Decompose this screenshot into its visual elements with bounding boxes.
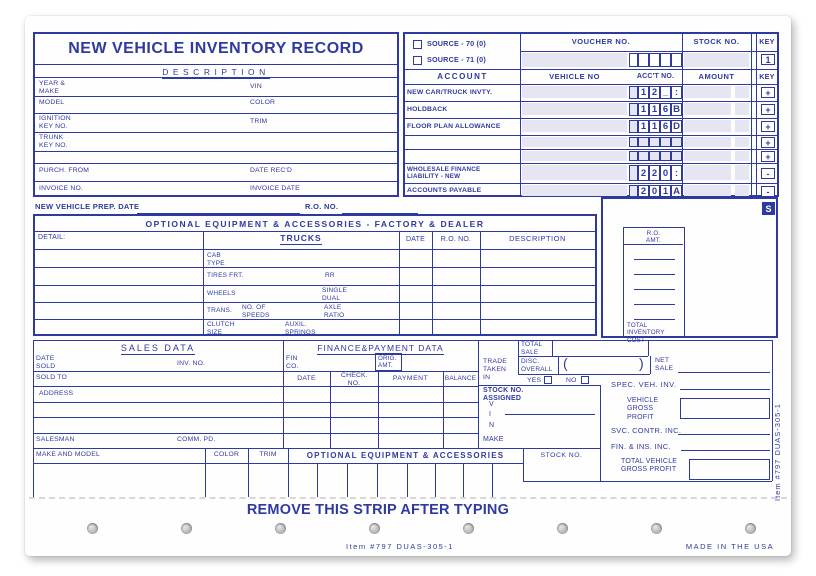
grid-line: [347, 463, 348, 497]
acct-key-box: +: [761, 151, 775, 162]
stock-no-assigned-label: STOCK NO. ASSIGNED: [483, 387, 524, 403]
grid-line: [283, 340, 284, 448]
grid-line: [35, 132, 397, 133]
side-item-label: Item #797 DUAS-305-1: [773, 403, 782, 501]
auxil-springs-label: AUXIL. SPRINGS: [285, 321, 316, 336]
grid-line: [35, 249, 595, 250]
total-sale-label: TOTAL SALE: [521, 341, 543, 356]
color-label: COLOR: [250, 99, 276, 106]
input-cell[interactable]: [735, 120, 749, 132]
vin-v-label: V: [489, 401, 494, 408]
punch-hole: [87, 523, 98, 534]
trade-stock-no-label: STOCK NO.: [540, 452, 583, 459]
orig-amt-label: ORIG. AMT.: [378, 355, 397, 370]
voucher-stock-cell[interactable]: [684, 53, 749, 67]
grid-line: [33, 463, 523, 464]
prep-date-label: NEW VEHICLE PREP. DATE: [35, 202, 140, 211]
spec-veh-inv-field[interactable]: [680, 389, 770, 390]
acct-digit-box: 1: [638, 86, 649, 99]
acct-digit-box: 0: [660, 165, 671, 181]
grid-line: [624, 244, 683, 245]
source-70-label: SOURCE - 70 (0): [427, 39, 486, 48]
address-label: ADDRESS: [39, 390, 74, 397]
acct-key-box: +: [761, 137, 775, 148]
acct-digit-box[interactable]: [629, 120, 638, 133]
account-row-label: WHOLESALE FINANCE LIABILITY - NEW: [407, 166, 481, 181]
grid-line: [35, 302, 595, 303]
input-cell[interactable]: [684, 165, 731, 180]
acct-digit-box: 1: [638, 120, 649, 133]
grid-line: [33, 371, 478, 372]
svc-contr-inc-label: SVC. CONTR. INC.: [611, 426, 682, 435]
input-cell[interactable]: [735, 86, 749, 98]
description-heading: DESCRIPTION: [162, 67, 270, 77]
grid-line: [558, 356, 559, 374]
grid-line: [35, 285, 595, 286]
acct-digit-box: :: [671, 165, 682, 181]
source-70-checkbox[interactable]: [413, 40, 422, 49]
grid-line: [405, 163, 777, 164]
grid-line: [407, 463, 408, 497]
acct-digit-box[interactable]: [671, 151, 682, 161]
grid-line: [317, 463, 318, 497]
net-sale-field[interactable]: [678, 372, 770, 373]
input-cell[interactable]: [735, 103, 749, 115]
grid-line: [405, 101, 777, 102]
acct-key-box: -: [761, 186, 775, 197]
input-cell[interactable]: [735, 137, 749, 147]
date-sold-label: DATE SOLD: [36, 355, 56, 371]
grid-line: [35, 96, 397, 97]
grid-line: [435, 463, 436, 497]
acct-digit-box: :: [671, 86, 682, 99]
trucks-header: TRUCKS: [280, 233, 322, 243]
account-col-header: ACCOUNT: [437, 72, 488, 81]
acct-digit-box[interactable]: [629, 137, 638, 147]
grid-line: [648, 340, 649, 356]
acct-digit-box[interactable]: [629, 86, 638, 99]
input-cell[interactable]: [522, 103, 627, 115]
acct-digit-box[interactable]: [629, 185, 638, 197]
date-col-header: DATE: [406, 236, 425, 243]
sales-data-header: SALES DATA: [120, 343, 196, 353]
trade-no-checkbox[interactable]: [581, 376, 589, 384]
punch-hole: [745, 523, 756, 534]
finance-payment-header: FINANCE&PAYMENT DATA: [317, 343, 444, 353]
grid-line: [33, 448, 600, 449]
acct-digit-box[interactable]: [629, 103, 638, 116]
punch-hole: [181, 523, 192, 534]
grid-line: [520, 34, 521, 195]
acct-digit-box: 2: [649, 86, 660, 99]
input-cell[interactable]: [522, 137, 627, 147]
vin-field[interactable]: [505, 414, 595, 415]
input-cell[interactable]: [684, 120, 731, 132]
detail-label: DETAIL:: [38, 234, 66, 241]
ro-amt-line[interactable]: [634, 289, 675, 290]
grid-line: [600, 385, 601, 481]
description-section: [33, 32, 399, 197]
svc-contr-inc-field[interactable]: [678, 434, 770, 435]
source-71-checkbox[interactable]: [413, 56, 422, 65]
check-no-col-header: CHECK. NO.: [341, 372, 368, 388]
voucher-key-box: 1: [761, 54, 775, 65]
grid-line: [33, 386, 478, 387]
year-make-label: YEAR & MAKE: [39, 80, 66, 96]
voucher-input-cell[interactable]: [522, 53, 627, 67]
grid-line: [35, 231, 595, 232]
grid-line: [405, 84, 777, 85]
vin-n-label: N: [489, 422, 495, 429]
spec-veh-inv-label: SPEC. VEH. INV.: [611, 380, 677, 389]
grid-line: [35, 181, 397, 182]
tires-rr-label: RR: [325, 272, 335, 279]
grid-line: [650, 356, 651, 374]
payment-col-header: PAYMENT: [392, 375, 429, 382]
total-vehicle-gross-profit-box[interactable]: [689, 459, 770, 480]
acct-digit-box[interactable]: [660, 151, 671, 161]
perforation-line: [29, 497, 787, 499]
account-row-label: HOLDBACK: [407, 106, 448, 113]
grid-line: [35, 319, 595, 320]
form-page: [25, 16, 791, 556]
model-label: MODEL: [39, 99, 65, 106]
acct-key-box: -: [761, 168, 775, 179]
grid-line: [35, 77, 397, 78]
grid-line: [520, 51, 777, 52]
comm-pd-label: COMM. PD.: [177, 436, 216, 443]
ro-amt-line[interactable]: [634, 319, 675, 320]
acct-digit-box: A: [671, 185, 682, 197]
grid-line: [518, 374, 650, 375]
acct-digit-box: 6: [660, 103, 671, 116]
punch-hole: [463, 523, 474, 534]
grid-line: [33, 433, 478, 434]
grid-line: [478, 340, 479, 448]
source-71-label: SOURCE - 71 (0): [427, 55, 486, 64]
grid-line: [35, 113, 397, 114]
acct-digit-box[interactable]: [629, 165, 638, 181]
net-sale-label: NET SALE: [655, 357, 674, 373]
acct-digit-box[interactable]: [649, 151, 660, 161]
input-cell[interactable]: [522, 185, 627, 196]
fin-ins-inc-label: FIN. & INS. INC.: [611, 442, 671, 451]
punch-hole: [557, 523, 568, 534]
ro-amt-region: [601, 197, 778, 344]
trade-yes-checkbox[interactable]: [544, 376, 552, 384]
grid-line: [35, 64, 397, 65]
total-inventory-cost-label: TOTAL INVENTORY COST: [627, 322, 665, 344]
input-cell[interactable]: [522, 120, 627, 132]
optional-equipment-table: [33, 214, 597, 336]
acct-digit-box: _: [660, 86, 671, 99]
grid-line: [33, 340, 34, 497]
opt-eq-title: OPTIONAL EQUIPMENT & ACCESSORIES - FACTORY & DEALER: [145, 219, 485, 229]
ro-amt-line[interactable]: [634, 304, 675, 305]
acct-digit-box: D: [671, 120, 682, 133]
grid-line: [35, 151, 397, 152]
input-cell[interactable]: [522, 165, 627, 180]
grid-line: [463, 463, 464, 497]
input-cell[interactable]: [522, 86, 627, 98]
fin-co-label: FIN CO.: [286, 355, 299, 371]
key-col-header: KEY: [759, 72, 775, 81]
grid-line: [35, 267, 595, 268]
grid-line: [756, 34, 757, 195]
acct-digit-box: 2: [638, 165, 649, 181]
description-col-header: DESCRIPTION: [509, 234, 566, 243]
grid-line: [478, 385, 600, 386]
grid-line: [33, 417, 478, 418]
prep-ro-no-label: R.O. NO.: [305, 202, 339, 211]
grid-line: [330, 371, 331, 448]
fin-ins-inc-field[interactable]: [681, 450, 770, 451]
input-cell[interactable]: [735, 185, 749, 196]
punch-hole: [275, 523, 286, 534]
acct-key-box: +: [761, 104, 775, 115]
ro-amt-label: R.O. AMT.: [645, 230, 662, 245]
grid-line: [751, 34, 752, 195]
input-cell[interactable]: [684, 137, 731, 147]
form-title: NEW VEHICLE INVENTORY RECORD: [68, 40, 364, 57]
account-row-label: FLOOR PLAN ALLOWANCE: [407, 123, 501, 130]
ro-amt-line[interactable]: [634, 259, 675, 260]
punch-hole: [651, 523, 662, 534]
voucher-digit-box[interactable]: [671, 53, 682, 67]
trade-make-label: MAKE: [483, 436, 504, 443]
invoice-date-label: INVOICE DATE: [250, 185, 300, 192]
ignition-key-label: IGNITION KEY NO.: [39, 115, 71, 131]
grid-line: [443, 371, 444, 448]
acct-digit-box: 0: [649, 185, 660, 197]
grid-line: [552, 340, 553, 356]
trim-label: TRIM: [250, 118, 268, 125]
vin-label: VIN: [250, 83, 262, 90]
acct-digit-box: 6: [660, 120, 671, 133]
vehicle-gross-profit-box[interactable]: [680, 398, 770, 419]
trans-label: TRANS.: [207, 307, 233, 314]
acct-digit-box[interactable]: [649, 137, 660, 147]
grid-line: [492, 463, 493, 497]
sales-finance-section: [33, 340, 773, 498]
input-cell[interactable]: [735, 151, 749, 161]
voucher-digit-box[interactable]: [660, 53, 671, 67]
purch-from-label: PURCH. FROM: [39, 167, 90, 174]
grid-line: [35, 163, 397, 164]
grid-line: [682, 34, 683, 195]
key-header-top: KEY: [759, 37, 775, 46]
amount-col-header: AMOUNT: [698, 72, 735, 81]
acct-digit-box[interactable]: [638, 151, 649, 161]
sold-to-label: SOLD TO: [36, 374, 67, 381]
date-recd-label: DATE REC'D: [250, 167, 293, 174]
grid-line: [33, 402, 478, 403]
acct-digit-box[interactable]: [660, 137, 671, 147]
grid-line: [405, 69, 777, 70]
ro-amt-line[interactable]: [634, 274, 675, 275]
acct-key-box: +: [761, 121, 775, 132]
trade-taken-in-label: TRADE TAKEN IN: [483, 358, 508, 382]
vin-i-label: I: [489, 411, 492, 418]
acct-digit-box: 1: [649, 120, 660, 133]
grid-line: [405, 135, 777, 136]
grid-line: [33, 340, 772, 341]
s-key-badge: S: [762, 202, 775, 215]
input-cell[interactable]: [684, 86, 731, 98]
grid-line: [377, 463, 378, 497]
color-col-label: COLOR: [213, 451, 240, 458]
orig-amt-cell: [375, 353, 402, 371]
input-cell[interactable]: [684, 185, 731, 196]
disc-overall-label: DISC. OVERALL: [521, 358, 553, 373]
axle-ratio-label: AXLE RATIO: [324, 304, 345, 319]
acct-digit-box[interactable]: [671, 137, 682, 147]
acct-digit-box: 1: [660, 185, 671, 197]
account-row-label: ACCOUNTS PAYABLE: [407, 187, 482, 194]
paren-close: ): [639, 355, 644, 371]
paren-open: (: [563, 355, 568, 371]
trade-no-label: NO: [566, 377, 577, 384]
acct-digit-box: 1: [638, 103, 649, 116]
ro-amt-box: [623, 227, 685, 344]
trade-yes-label: YES: [527, 377, 542, 384]
make-and-model-label: MAKE AND MODEL: [36, 451, 100, 458]
fin-date-col-header: DATE: [297, 375, 316, 382]
trunk-key-label: TRUNK KEY NO.: [39, 134, 68, 150]
inv-no-label: INV. NO.: [177, 360, 206, 367]
ro-no-col-header: R.O. NO.: [440, 236, 472, 243]
vehicle-no-col-header: VEHICLE NO: [549, 72, 600, 81]
made-in-usa-text: MADE IN THE USA: [685, 542, 775, 551]
input-cell[interactable]: [735, 165, 749, 180]
voucher-no-header: VOUCHER NO.: [571, 37, 631, 46]
acct-digit-box: 2: [649, 165, 660, 181]
acct-digit-box[interactable]: [629, 151, 638, 161]
account-row-label: NEW CAR/TRUCK INVTY.: [407, 89, 493, 96]
stock-no-header: STOCK NO.: [693, 37, 740, 46]
item-number-text: Item #797 DUAS-305-1: [346, 542, 454, 551]
salesman-label: SALESMAN: [36, 436, 75, 443]
punch-hole: [369, 523, 380, 534]
input-cell[interactable]: [522, 151, 627, 161]
voucher-digit-box[interactable]: [638, 53, 649, 67]
vehicle-gross-profit-label: VEHICLE GROSS PROFIT: [627, 397, 659, 421]
voucher-digit-box[interactable]: [649, 53, 660, 67]
acct-no-col-header: ACC'T NO.: [636, 73, 675, 80]
acct-digit-box: 2: [638, 185, 649, 197]
total-vehicle-gross-profit-label: TOTAL VEHICLE GROSS PROFIT: [621, 458, 678, 474]
cab-type-label: CAB TYPE: [207, 252, 225, 267]
acct-digit-box: 1: [649, 103, 660, 116]
single-dual-label: SINGLE DUAL: [322, 287, 348, 302]
acct-digit-box[interactable]: [638, 137, 649, 147]
wheels-label: WHEELS: [207, 290, 236, 297]
grid-line: [523, 481, 772, 482]
grid-line: [405, 118, 777, 119]
voucher-digit-box[interactable]: [629, 53, 638, 67]
trim-col-label: TRIM: [259, 451, 277, 458]
bottom-opt-eq-header: OPTIONAL EQUIPMENT & ACCESSORIES: [306, 451, 505, 460]
tires-frt-label: TIRES FRT.: [207, 272, 244, 279]
accounts-table: [403, 32, 779, 197]
input-cell[interactable]: [684, 151, 731, 161]
grid-line: [518, 340, 519, 374]
balance-col-header: BALANCE: [444, 375, 477, 382]
grid-line: [405, 183, 777, 184]
acct-key-box: +: [761, 87, 775, 98]
clutch-size-label: CLUTCH SIZE: [207, 321, 235, 336]
remove-strip-text: REMOVE THIS STRIP AFTER TYPING: [246, 502, 510, 518]
input-cell[interactable]: [684, 103, 731, 115]
grid-line: [405, 149, 777, 150]
invoice-no-label: INVOICE NO.: [39, 185, 84, 192]
no-of-speeds-label: NO. OF SPEEDS: [242, 304, 270, 319]
acct-digit-box: B: [671, 103, 682, 116]
